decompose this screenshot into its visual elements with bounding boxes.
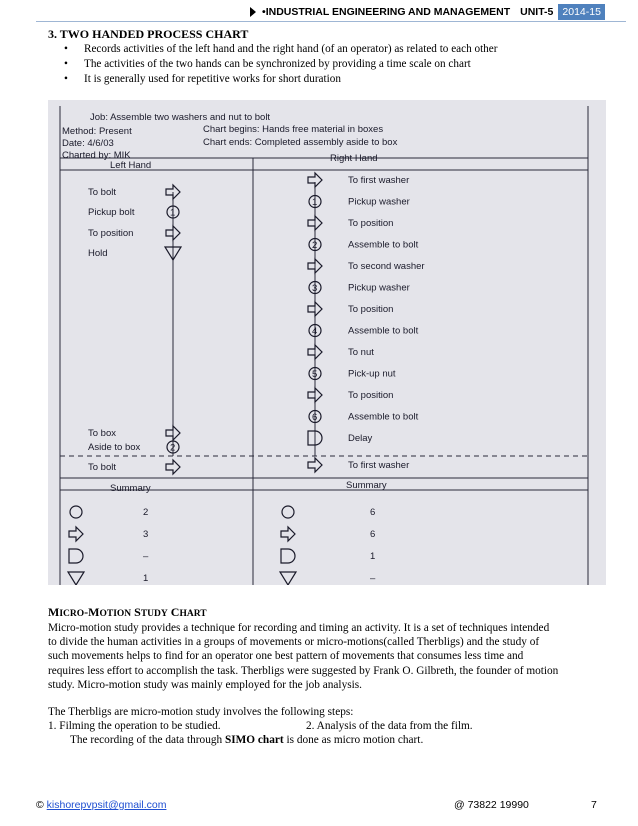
left-step-label: Hold <box>88 248 108 259</box>
right-step-label: To position <box>348 390 394 401</box>
right-step-label: Assemble to bolt <box>348 239 419 251</box>
bullet-item: • The activities of the two hands can be synchronized by providing a time scale on chart <box>48 57 497 72</box>
chart-ends: Chart ends: Completed assembly aside to box <box>203 137 398 148</box>
header-divider <box>36 21 626 22</box>
svg-text:1: 1 <box>312 197 318 208</box>
svg-text:6: 6 <box>312 412 318 423</box>
right-step-label: To first washer <box>348 460 410 471</box>
step-1: 1. Filming the operation to be studied. <box>48 720 221 733</box>
right-step-label: Delay <box>348 433 373 444</box>
summary-left-count: – <box>143 551 149 562</box>
arrow-right-icon <box>250 7 256 17</box>
right-step-label: Pickup washer <box>348 196 410 208</box>
chart-charted-by: Charted by: MIK <box>62 150 131 161</box>
two-handed-process-chart-photo <box>48 100 606 585</box>
summary-left-count: 3 <box>143 529 149 540</box>
bullet-item: • It is generally used for repetitive works for short duration <box>48 72 497 87</box>
bullet-list <box>48 42 497 88</box>
bullet-item: • Records activities of the left hand and the right hand (of an operator) as related to each other <box>48 42 497 57</box>
micro-motion-title: MICRO-MOTION STUDY CHART <box>48 605 207 619</box>
left-hand-header: Left Hand <box>110 160 152 171</box>
right-step-label: To position <box>348 218 394 229</box>
right-step-label: Assemble to bolt <box>348 411 419 423</box>
therbligs-paragraph: The Therbligs are micro-motion study involves the following steps: 1. Filming the operation to be studied. 2. Analysis of the data from the film. The recording of the data through SIMO chart is done as micro motion chart. <box>48 706 473 747</box>
left-step-label: To bolt <box>88 187 116 198</box>
header-title: INDUSTRIAL ENGINEERING AND MANAGEMENT <box>265 6 511 18</box>
left-step-label: Aside to box <box>88 442 141 453</box>
summary-right-count: 1 <box>370 551 376 562</box>
chart-job: Job: Assemble two washers and nut to bolt <box>90 112 271 123</box>
chart-date: Date: 4/6/03 <box>62 138 114 149</box>
right-step-label: To nut <box>348 347 374 358</box>
micro-motion-paragraph: Micro-motion study provides a technique for recording and timing an activity. It is a set of techniques intended to divide the human activities in a groups of movements or micro-motions(called Therbligs) and the study of such movements helps to find for an operator one best pattern of movements that consumes less time and requires less effort to accomplish the task. Therbligs were suggested by Frank O. Gilbreth, the founder of motion study. Micro-motion study was mainly employed for the job analysis. <box>48 622 559 691</box>
summary-right-count: – <box>370 573 376 584</box>
svg-text:2: 2 <box>170 442 176 454</box>
page-header <box>250 4 638 20</box>
footer-phone: @ 73822 19990 <box>454 799 529 811</box>
left-step-label: Pickup bolt <box>88 207 135 218</box>
summary-left-count: 2 <box>143 507 149 518</box>
summary-left-count: 1 <box>143 573 149 584</box>
right-step-label: Pick-up nut <box>348 368 396 380</box>
right-step-label: Assemble to bolt <box>348 325 419 337</box>
right-step-label: To first washer <box>348 175 410 186</box>
chart-begins: Chart begins: Hands free material in boxes <box>203 124 384 135</box>
svg-text:2: 2 <box>312 240 318 251</box>
svg-text:3: 3 <box>312 283 318 294</box>
svg-text:5: 5 <box>312 369 318 380</box>
page-footer <box>36 799 606 811</box>
simo-chart-term: SIMO chart <box>224 734 284 747</box>
footer-email-link[interactable]: kishorepvpsit@gmail.com <box>46 799 167 811</box>
copyright-symbol: © <box>36 799 44 811</box>
left-step-label: To bolt <box>88 462 116 473</box>
svg-text:1: 1 <box>170 207 176 219</box>
left-step-label: To box <box>88 428 116 439</box>
summary-right-count: 6 <box>370 529 376 540</box>
right-step-label: To position <box>348 304 394 315</box>
chart-method: Method: Present <box>62 126 132 137</box>
svg-text:4: 4 <box>312 326 318 337</box>
right-hand-header: Right Hand <box>330 153 378 164</box>
header-year: 2014-15 <box>558 4 605 20</box>
summary-left-header: Summary <box>110 483 151 494</box>
section-title: 3. TWO HANDED PROCESS CHART <box>48 27 249 41</box>
right-step-label: To second washer <box>348 261 425 272</box>
step-2: 2. Analysis of the data from the film. <box>306 720 473 733</box>
left-step-label: To position <box>88 228 134 239</box>
header-unit: UNIT-5 <box>520 6 554 18</box>
summary-right-count: 6 <box>370 507 376 518</box>
header-prefix: • <box>262 6 266 18</box>
summary-right-header: Summary <box>346 480 387 491</box>
page-number: 7 <box>591 799 597 811</box>
right-step-label: Pickup washer <box>348 282 410 294</box>
